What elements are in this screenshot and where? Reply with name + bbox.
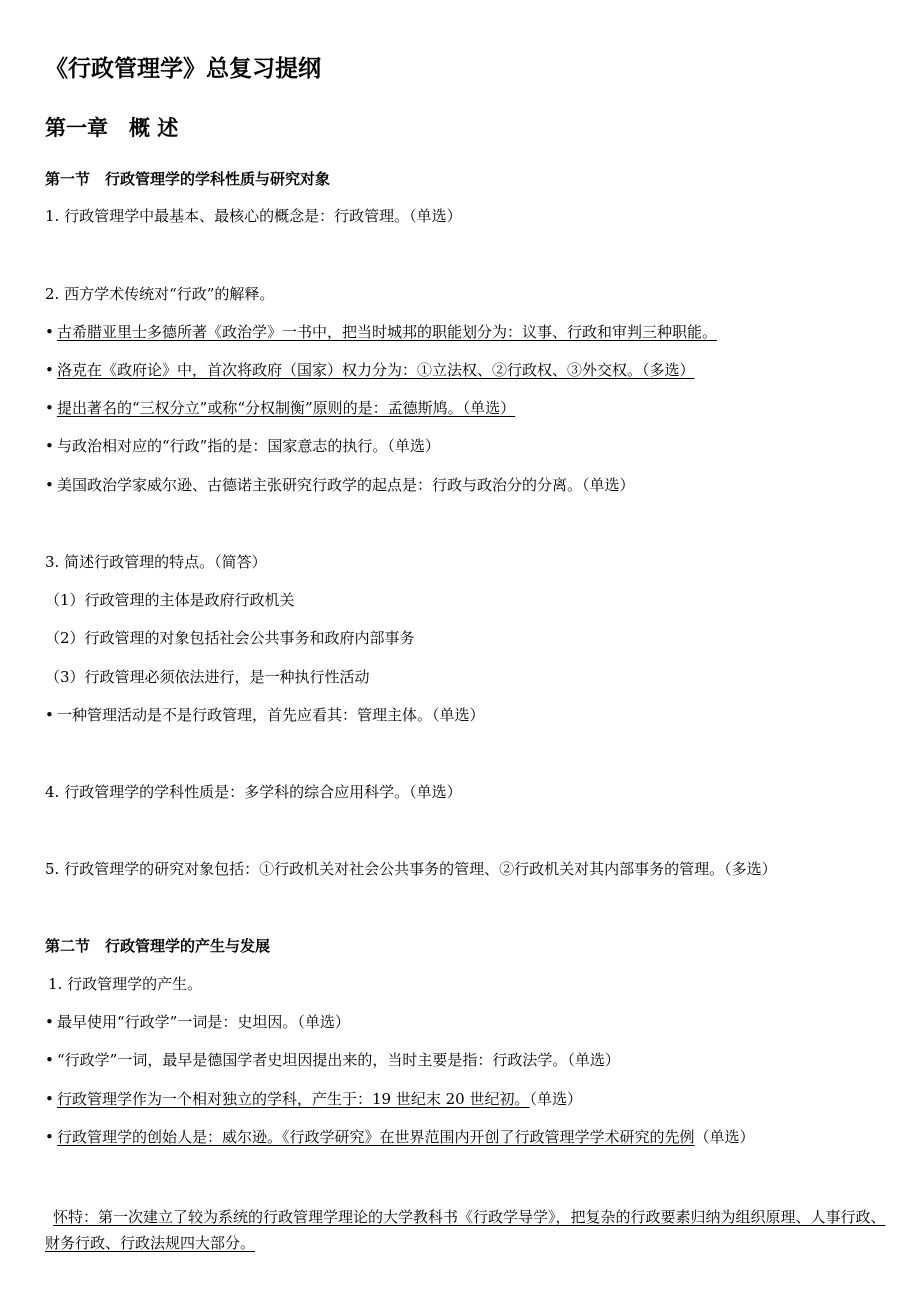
bullet-icon: •: [45, 1090, 54, 1108]
bullet-item: [45, 705, 485, 725]
bullet-item: [45, 1127, 755, 1147]
list-subitem: （3）行政管理必须依法进行，是一种执行性活动: [45, 668, 370, 686]
bullet-text: 最早使用“行政学”一词是：史坦因。（单选）: [57, 1013, 350, 1031]
bullet-item: [45, 360, 695, 380]
note-paragraph: 怀特：第一次建立了较为系统的行政管理学理论的大学教科书《行政学导学》，把复杂的行政要素归纳为组织原理、人事行政、财务行政、行政法规四大部分。: [45, 1208, 886, 1252]
bullet-text: 行政管理学作为一个相对独立的学科，产生于：19 世纪末 20 世纪初。: [57, 1090, 530, 1108]
bullet-icon: •: [45, 476, 54, 494]
chapter-heading: 第一章 概 述: [45, 116, 179, 140]
bullet-suffix: （单选）: [529, 1090, 582, 1108]
bullet-text: 一种管理活动是不是行政管理，首先应看其：管理主体。（单选）: [57, 706, 485, 724]
list-item: 4. 行政管理学的学科性质是：多学科的综合应用科学。（单选）: [45, 783, 462, 801]
bullet-icon: •: [45, 1051, 54, 1069]
page-title: 《行政管理学》总复习提纲: [45, 56, 321, 82]
list-item: 2. 西方学术传统对“行政”的解释。: [45, 285, 275, 303]
section-heading: 第一节 行政管理学的学科性质与研究对象: [45, 170, 331, 188]
bullet-item: [45, 1012, 350, 1032]
bullet-icon: •: [45, 323, 54, 341]
list-item: 5. 行政管理学的研究对象包括：①行政机关对社会公共事务的管理、②行政机关对其内部事务的管理。（多选）: [45, 860, 777, 878]
list-item: 1. 行政管理学中最基本、最核心的概念是：行政管理。（单选）: [45, 207, 462, 225]
bullet-text: 提出著名的“三权分立”或称“分权制衡”原则的是：孟德斯鸠。（单选）: [57, 399, 516, 417]
bullet-item: [45, 322, 717, 342]
bullet-text: 美国政治学家威尔逊、古德诺主张研究行政学的起点是：行政与政治分的分离。（单选）: [57, 476, 635, 494]
bullet-icon: •: [45, 706, 54, 724]
bullet-text: “行政学”一词，最早是德国学者史坦因提出来的，当时主要是指：行政法学。（单选）: [57, 1051, 620, 1069]
list-item: 3. 简述行政管理的特点。（简答）: [45, 553, 267, 571]
bullet-text: 与政治相对应的“行政”指的是：国家意志的执行。（单选）: [57, 437, 440, 455]
bullet-icon: •: [45, 437, 54, 455]
bullet-text: 洛克在《政府论》中，首次将政府（国家）权力分为：①立法权、②行政权、③外交权。（多选）: [57, 361, 695, 379]
bullet-text: 行政管理学的创始人是：威尔逊。《行政学研究》在世界范围内开创了行政管理学学术研究的先例: [57, 1128, 695, 1146]
bullet-icon: •: [45, 1128, 54, 1146]
bullet-item: [45, 475, 635, 495]
bullet-text: 古希腊亚里士多德所著《政治学》一书中，把当时城邦的职能划分为：议事、行政和审判三种职能。: [57, 323, 718, 341]
bullet-suffix: （单选）: [694, 1128, 755, 1146]
section-heading: 第二节 行政管理学的产生与发展: [45, 937, 271, 955]
bullet-icon: •: [45, 1013, 54, 1031]
list-item: 1. 行政管理学的产生。: [48, 975, 203, 993]
list-subitem: （1）行政管理的主体是政府行政机关: [45, 591, 295, 609]
bullet-item: [45, 1089, 582, 1109]
bullet-icon: •: [45, 399, 54, 417]
list-subitem: （2）行政管理的对象包括社会公共事务和政府内部事务: [45, 629, 415, 647]
bullet-item: [45, 398, 515, 418]
bullet-item: [45, 436, 440, 456]
bullet-icon: •: [45, 361, 54, 379]
bullet-item: [45, 1050, 620, 1070]
